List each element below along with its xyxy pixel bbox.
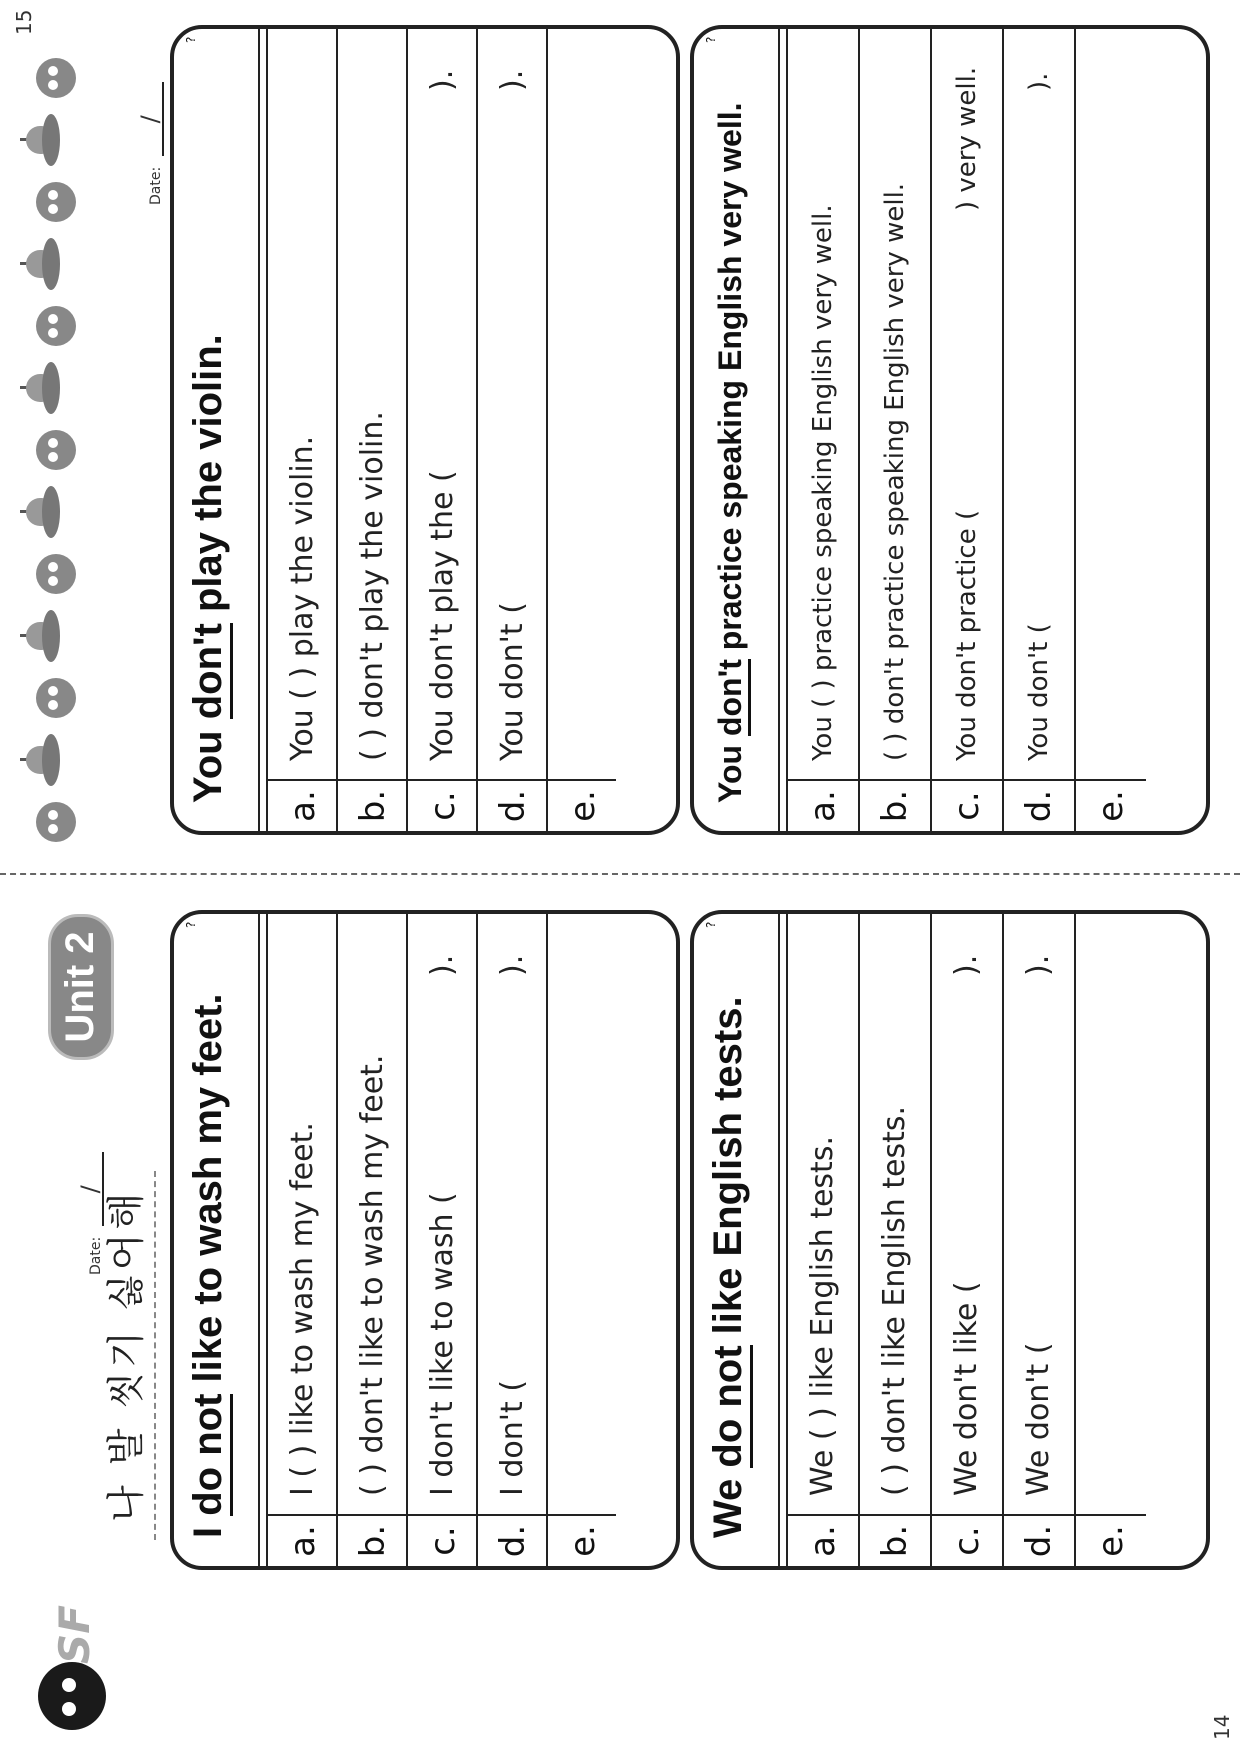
- exercise-card-1: [170, 910, 680, 1570]
- card-title: You don't play the violin.: [186, 334, 231, 803]
- exercise-row[interactable]: d. I don't ( ).: [476, 914, 546, 1566]
- card-title: You don't practice speaking English very well.: [712, 102, 749, 803]
- alien-icon: [30, 298, 86, 354]
- exercise-row[interactable]: a. We ( ) like English tests.: [786, 914, 858, 1566]
- exercise-row[interactable]: c. You don't play the ( ).: [406, 29, 476, 831]
- exercise-row[interactable]: c. We don't like ( ).: [930, 914, 1002, 1566]
- exercise-row[interactable]: a. You ( ) practice speaking English very well.: [786, 29, 858, 831]
- alien-icon: [30, 546, 86, 602]
- exercise-row[interactable]: e.: [546, 29, 616, 831]
- exercise-row[interactable]: b. ( ) don't practice speaking English very well.: [858, 29, 930, 831]
- question-mark: ?: [704, 921, 718, 928]
- korean-title: 나 발 씻기 싫어해: [95, 1171, 156, 1540]
- exercise-row[interactable]: b. ( ) don't like English tests.: [858, 914, 930, 1566]
- exercise-row[interactable]: a. I ( ) like to wash my feet.: [266, 914, 336, 1566]
- alien-icon: [30, 50, 86, 106]
- exercise-card-4: [690, 25, 1210, 835]
- ufo-icon: [20, 484, 76, 540]
- question-mark: ?: [184, 36, 198, 43]
- exercise-row[interactable]: e.: [1074, 914, 1146, 1566]
- exercise-row[interactable]: c. You don't practice ( ) very well.: [930, 29, 1002, 831]
- date-label: Date:: [88, 1236, 104, 1275]
- date-field-right[interactable]: [136, 82, 164, 205]
- question-mark: ?: [184, 921, 198, 928]
- exercise-card-2: [690, 910, 1210, 1570]
- question-mark: ?: [704, 36, 718, 43]
- page-number-right: 15: [12, 9, 36, 35]
- decorative-border: [0, 0, 125, 850]
- card-title: I do not like to wash my feet.: [186, 993, 231, 1538]
- date-slash: /: [80, 1152, 104, 1226]
- exercise-row[interactable]: b. ( ) don't like to wash my feet.: [336, 914, 406, 1566]
- smiley-logo-icon: [38, 1662, 106, 1730]
- alien-icon: [30, 670, 86, 726]
- logo-text: SF: [50, 1605, 99, 1664]
- card-title: We do not like English tests.: [706, 996, 751, 1538]
- date-slash: /: [140, 82, 164, 156]
- exercise-row[interactable]: a. You ( ) play the violin.: [266, 29, 336, 831]
- alien-icon: [30, 794, 86, 850]
- ufo-icon: [20, 608, 76, 664]
- ufo-icon: [20, 236, 76, 292]
- exercise-row[interactable]: e.: [546, 914, 616, 1566]
- ufo-icon: [20, 360, 76, 416]
- exercise-row[interactable]: e.: [1074, 29, 1146, 831]
- exercise-row[interactable]: d. We don't ( ).: [1002, 914, 1074, 1566]
- exercise-row[interactable]: c. I don't like to wash ( ).: [406, 914, 476, 1566]
- exercise-row[interactable]: d. You don't ( ).: [1002, 29, 1074, 831]
- fold-line: [0, 873, 1240, 875]
- exercise-card-3: [170, 25, 680, 835]
- alien-icon: [30, 174, 86, 230]
- page-number-left: 14: [1210, 1714, 1234, 1740]
- ufo-icon: [20, 732, 76, 788]
- ufo-icon: [20, 112, 76, 168]
- unit-badge: Unit 2: [48, 914, 114, 1060]
- date-label: Date:: [148, 166, 164, 205]
- exercise-row[interactable]: b. ( ) don't play the violin.: [336, 29, 406, 831]
- sf-logo: [20, 1605, 140, 1730]
- date-field-left[interactable]: [76, 1152, 104, 1275]
- exercise-row[interactable]: d. You don't ( ).: [476, 29, 546, 831]
- alien-icon: [30, 422, 86, 478]
